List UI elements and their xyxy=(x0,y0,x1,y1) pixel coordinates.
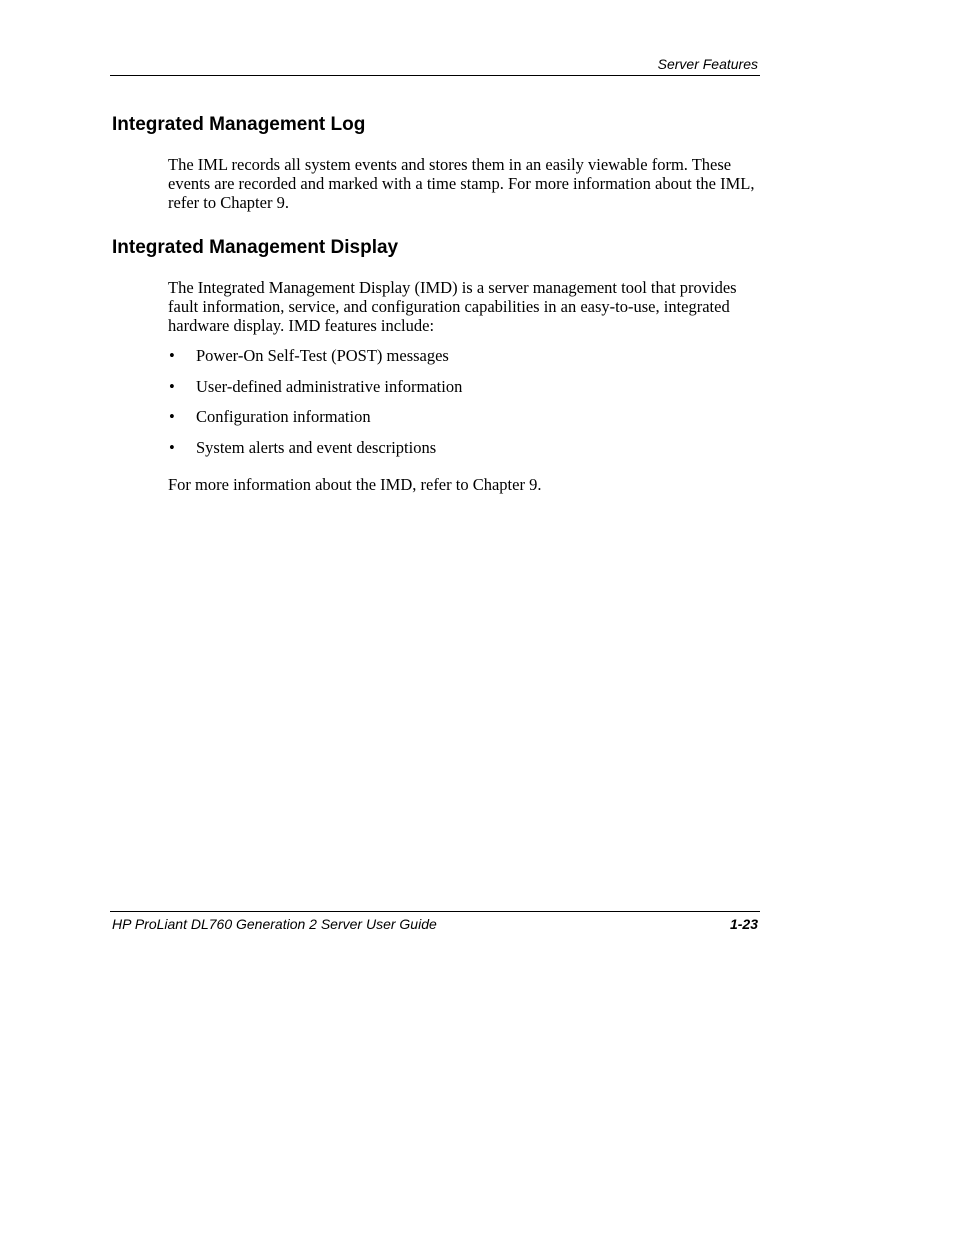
list-item xyxy=(168,377,760,396)
list-item-text: System alerts and event descriptions xyxy=(196,437,437,457)
list-item-text: User-defined administrative information xyxy=(196,376,463,396)
header-section-title: Server Features xyxy=(657,56,758,72)
list-item-text: Configuration information xyxy=(196,407,371,426)
list-item-text: Power-On Self-Test (POST) messages xyxy=(196,346,449,365)
list-item xyxy=(168,346,760,365)
bullet-icon: • xyxy=(169,407,175,426)
iml-paragraph: The IML records all system events and stores them in an easily viewable form. These events are recorded and marked with a time stamp. For more information about the IML, refer to Chapter 9. xyxy=(168,155,755,212)
list-item xyxy=(168,407,760,426)
bullet-icon: • xyxy=(169,376,175,396)
imd-more-info-paragraph: For more information about the IMD, refer to Chapter 9. xyxy=(168,475,542,494)
bullet-icon: • xyxy=(169,346,175,365)
imd-paragraph: The Integrated Management Display (IMD) is a server management tool that provides fault information, service, and configuration capabilities in an easy-to-use, integrated hardware display. IMD features include: xyxy=(168,278,737,335)
running-footer xyxy=(110,911,760,934)
imd-feature-list xyxy=(168,346,760,468)
footer-page-number: 1-23 xyxy=(729,916,758,932)
bullet-icon: • xyxy=(169,437,175,457)
imd-heading: Integrated Management Display xyxy=(112,237,399,258)
footer-document-title: HP ProLiant DL760 Generation 2 Server User Guide xyxy=(112,916,437,932)
running-header xyxy=(110,55,760,76)
list-item xyxy=(168,438,760,457)
iml-heading: Integrated Management Log xyxy=(112,114,366,135)
